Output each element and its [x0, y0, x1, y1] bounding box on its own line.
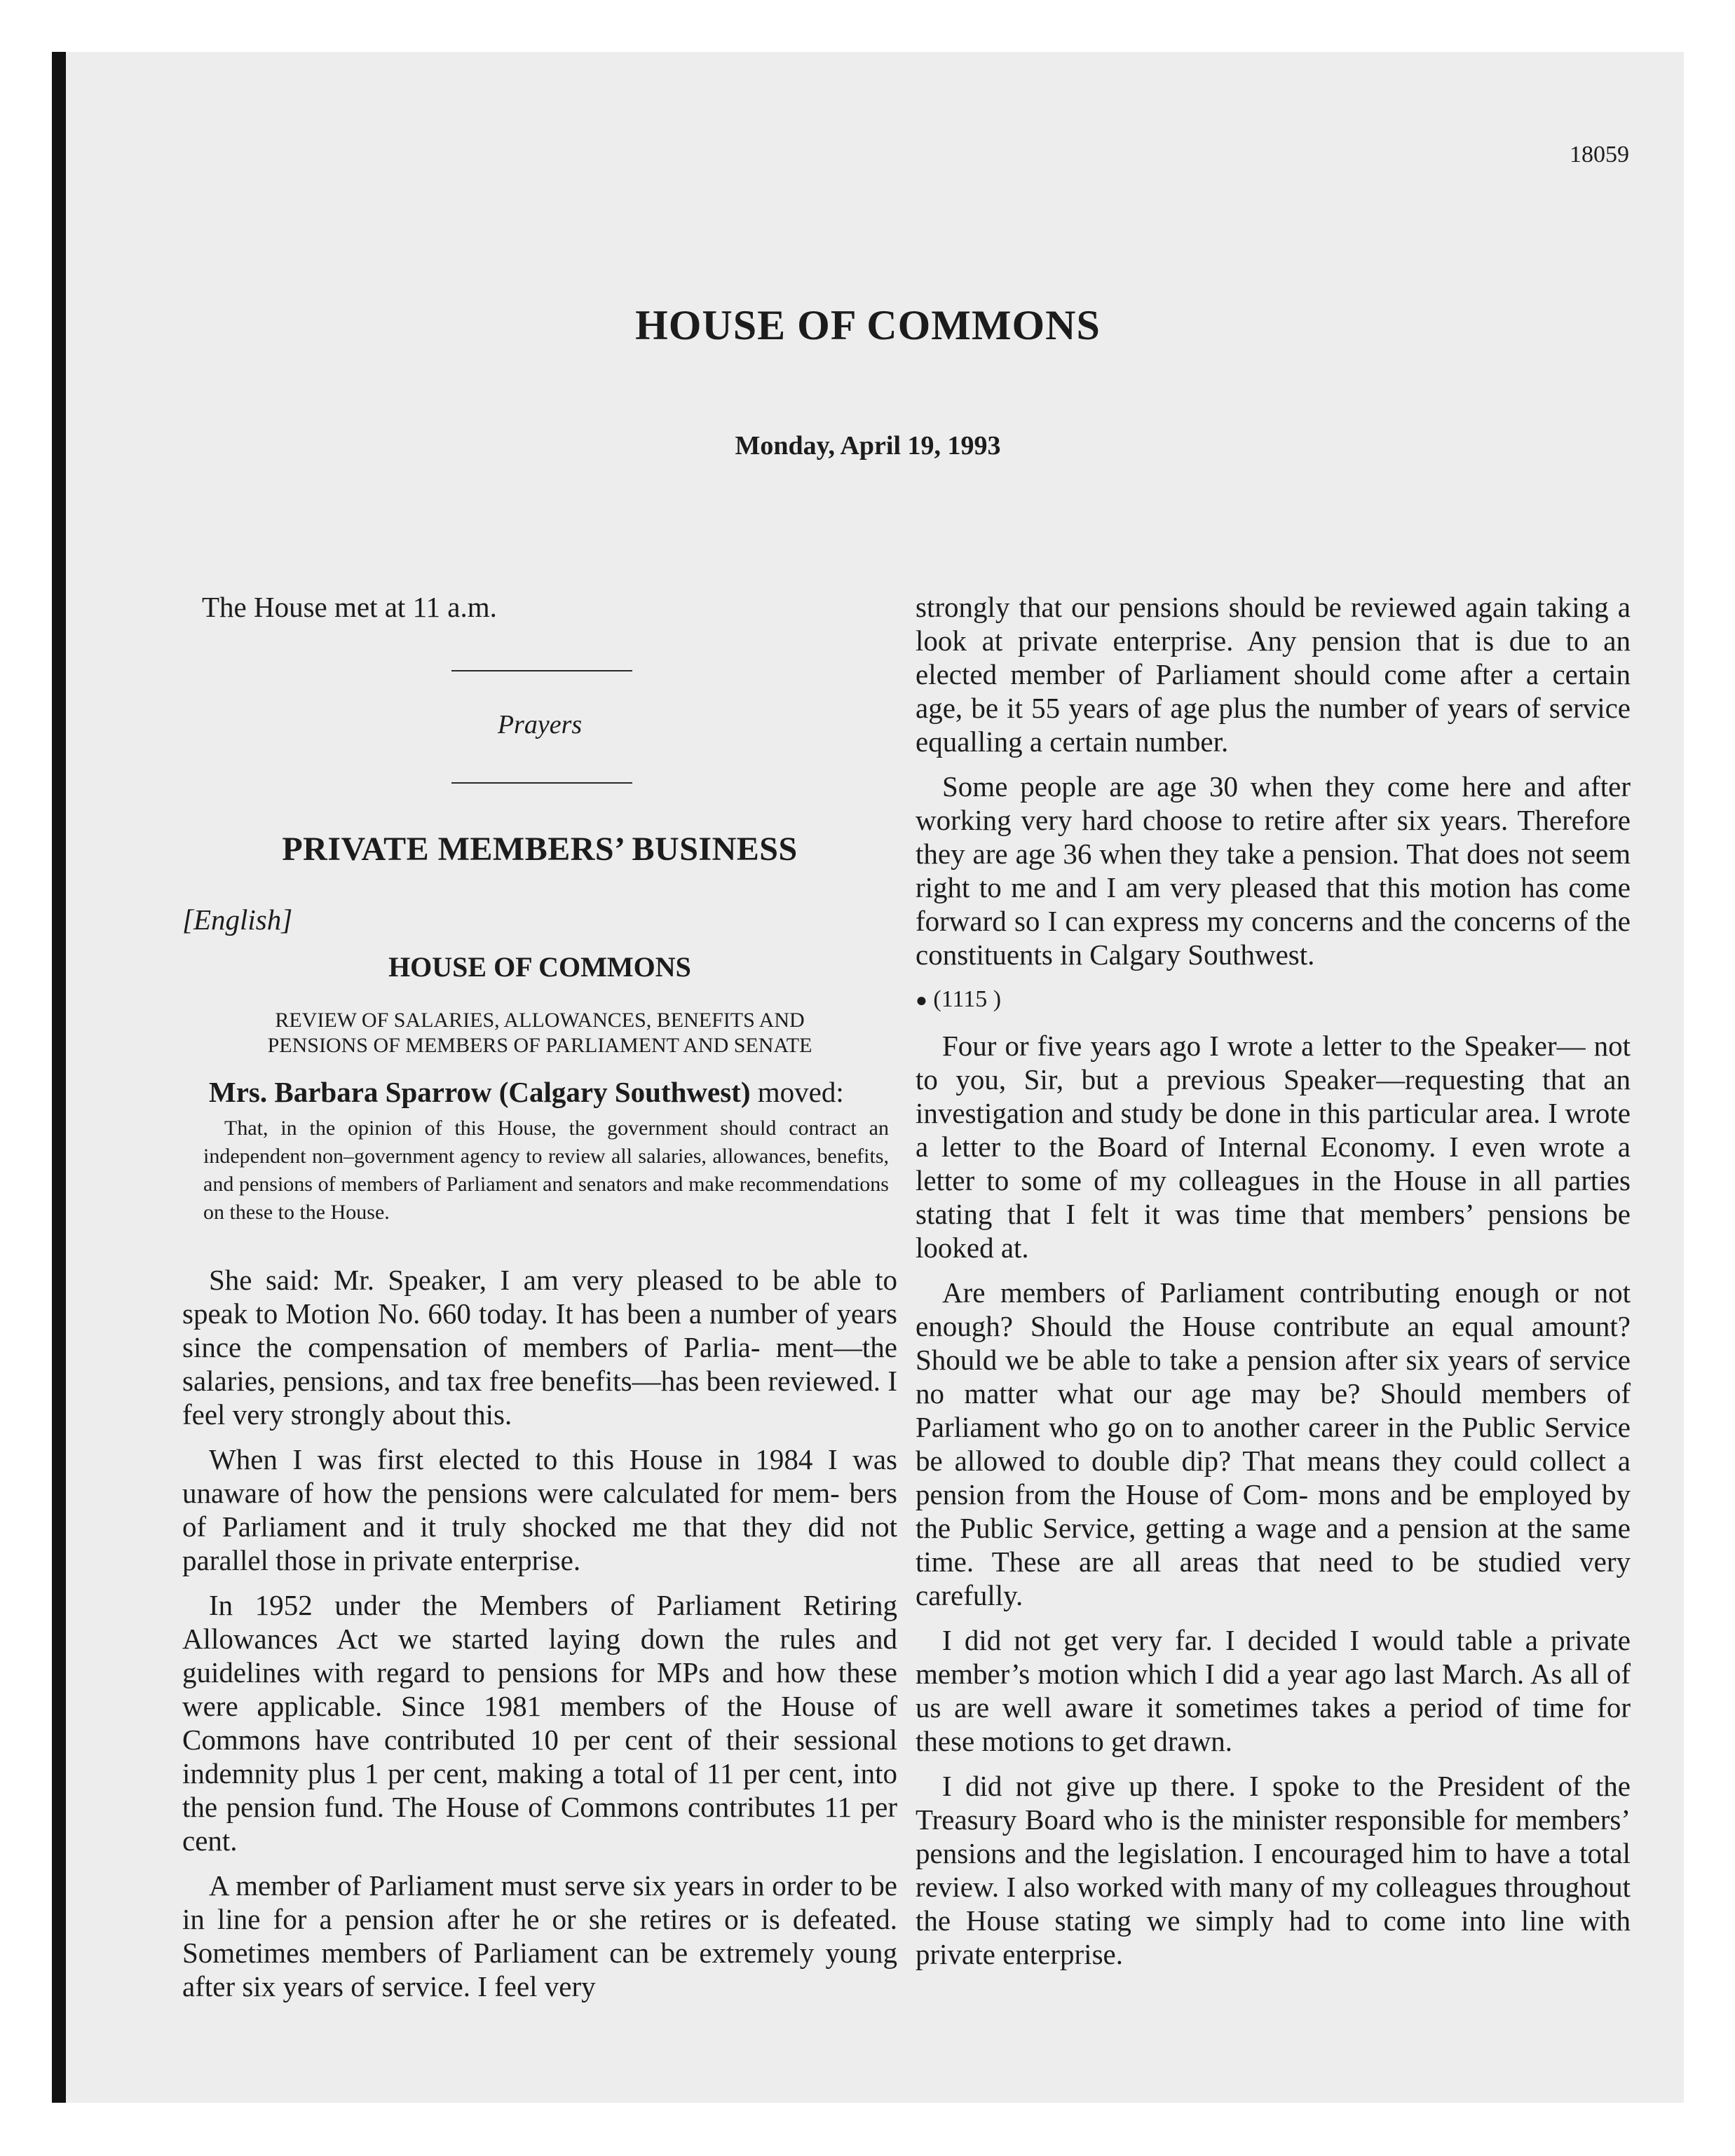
sitting-start-note: The House met at 11 a.m. [202, 591, 497, 623]
paragraph: I did not get very far. I decided I would table a private member’s motion which I did a year ago last March. As all of us are well aware it sometimes takes a period of time for these motions to get drawn. [916, 1624, 1631, 1757]
paragraph: When I was first elected to this House in 1984 I was unaware of how the pensions were calculated for mem- bers of Parliament and it truly shocked me that they did not parallel those in private enterprise. [182, 1443, 897, 1576]
motion-title-line: REVIEW OF SALARIES, ALLOWANCES, BENEFITS AND [275, 1009, 805, 1032]
scanned-page [52, 52, 1684, 2103]
motion-title-line: PENSIONS OF MEMBERS OF PARLIAMENT AND SENATE [267, 1034, 812, 1057]
divider-rule [451, 670, 632, 671]
time-marker-text: (1115 ) [933, 986, 1002, 1012]
paragraph: Are members of Parliament contributing enough or not enough? Should the House contribute an equal amount? Should we be able to take a pension after six years of service no matter what our age may be? Should members of Parliament who go on to another career in the Public Service be allowed to double dip? That means they could collect a pension from the House of Com- mons and be employed by the Public Service, getting a wage and a pension at the same time. These are all areas that need to be studied very carefully. [916, 1276, 1631, 1611]
left-body-text [182, 1263, 897, 2003]
sitting-date: Monday, April 19, 1993 [735, 431, 1001, 460]
subject-heading: HOUSE OF COMMONS [388, 951, 691, 983]
prayers-heading: Prayers [497, 710, 583, 739]
mover-name: Mrs. Barbara Sparrow (Calgary Southwest) [209, 1076, 751, 1108]
language-note: [English] [182, 903, 293, 936]
right-body-text [916, 590, 1631, 1971]
paragraph: A member of Parliament must serve six years in order to be in line for a pension after he or she retires or is defeated. Sometimes members of Parliament can be extremely young after six years of service. I feel very [182, 1869, 897, 2003]
motion-text: That, in the opinion of this House, the government should contract an independent non–government agency to review all salaries, allowances, benefits, and pensions of members of Parliament and senators and make recommendations on these to the House. [203, 1117, 889, 1224]
section-heading: PRIVATE MEMBERS’ BUSINESS [282, 831, 798, 868]
divider-rule [451, 782, 632, 784]
mover-line [182, 1075, 897, 1109]
mover-suffix: moved: [750, 1076, 844, 1108]
paragraph: strongly that our pensions should be reviewed again taking a look at private enterprise. Any pension that is due to an elected member of Parliament should come after a certain age, be it 55 years of age plus the number of years of service equalling a certain number. [916, 591, 1631, 758]
page-number: 18059 [1570, 142, 1629, 168]
paragraph: She said: Mr. Speaker, I am very pleased to be able to speak to Motion No. 660 today. It has been a number of years since the compensation of members of Parlia- ment—the salaries, pensions, and tax free benefits—has been reviewed. I feel very strongly about this. [182, 1264, 897, 1431]
time-marker [916, 983, 1631, 1018]
binding-edge [52, 52, 66, 2103]
paragraph: In 1952 under the Members of Parliament Retiring Allowances Act we started laying down the rules and guidelines with regard to pensions for MPs and how these were applicable. Since 1981 members of the House of Commons have contributed 10 per cent of their sessional indemnity plus 1 per cent, making a total of 11 per cent, into the pension fund. The House of Commons contributes 11 per cent. [182, 1589, 897, 1857]
paragraph: I did not give up there. I spoke to the President of the Treasury Board who is the minister responsible for members’ pensions and the legislation. I encouraged him to have a total review. I also worked with many of my colleagues throughout the House stating we simply had to come into line with private enterprise. [916, 1770, 1631, 1970]
paragraph: Some people are age 30 when they come here and after working very hard choose to retire after six years. Therefore they are age 36 when they take a pension. That does not seem right to me and I am very pleased that this motion has come forward so I can express my concerns and the concerns of the constituents in Calgary Southwest. [916, 770, 1631, 971]
paragraph: Four or five years ago I wrote a letter to the Speaker— not to you, Sir, but a previous Speaker—requesting that an investigation and study be done in this particular area. I wrote a letter to the Board of Internal Economy. I even wrote a letter to some of my colleagues in the House in all parties stating that I felt it was time that members’ pensions be looked at. [916, 1030, 1631, 1264]
motion-title [182, 1008, 897, 1058]
page-title: HOUSE OF COMMONS [635, 302, 1101, 348]
bullet-icon: ● [916, 990, 927, 1011]
